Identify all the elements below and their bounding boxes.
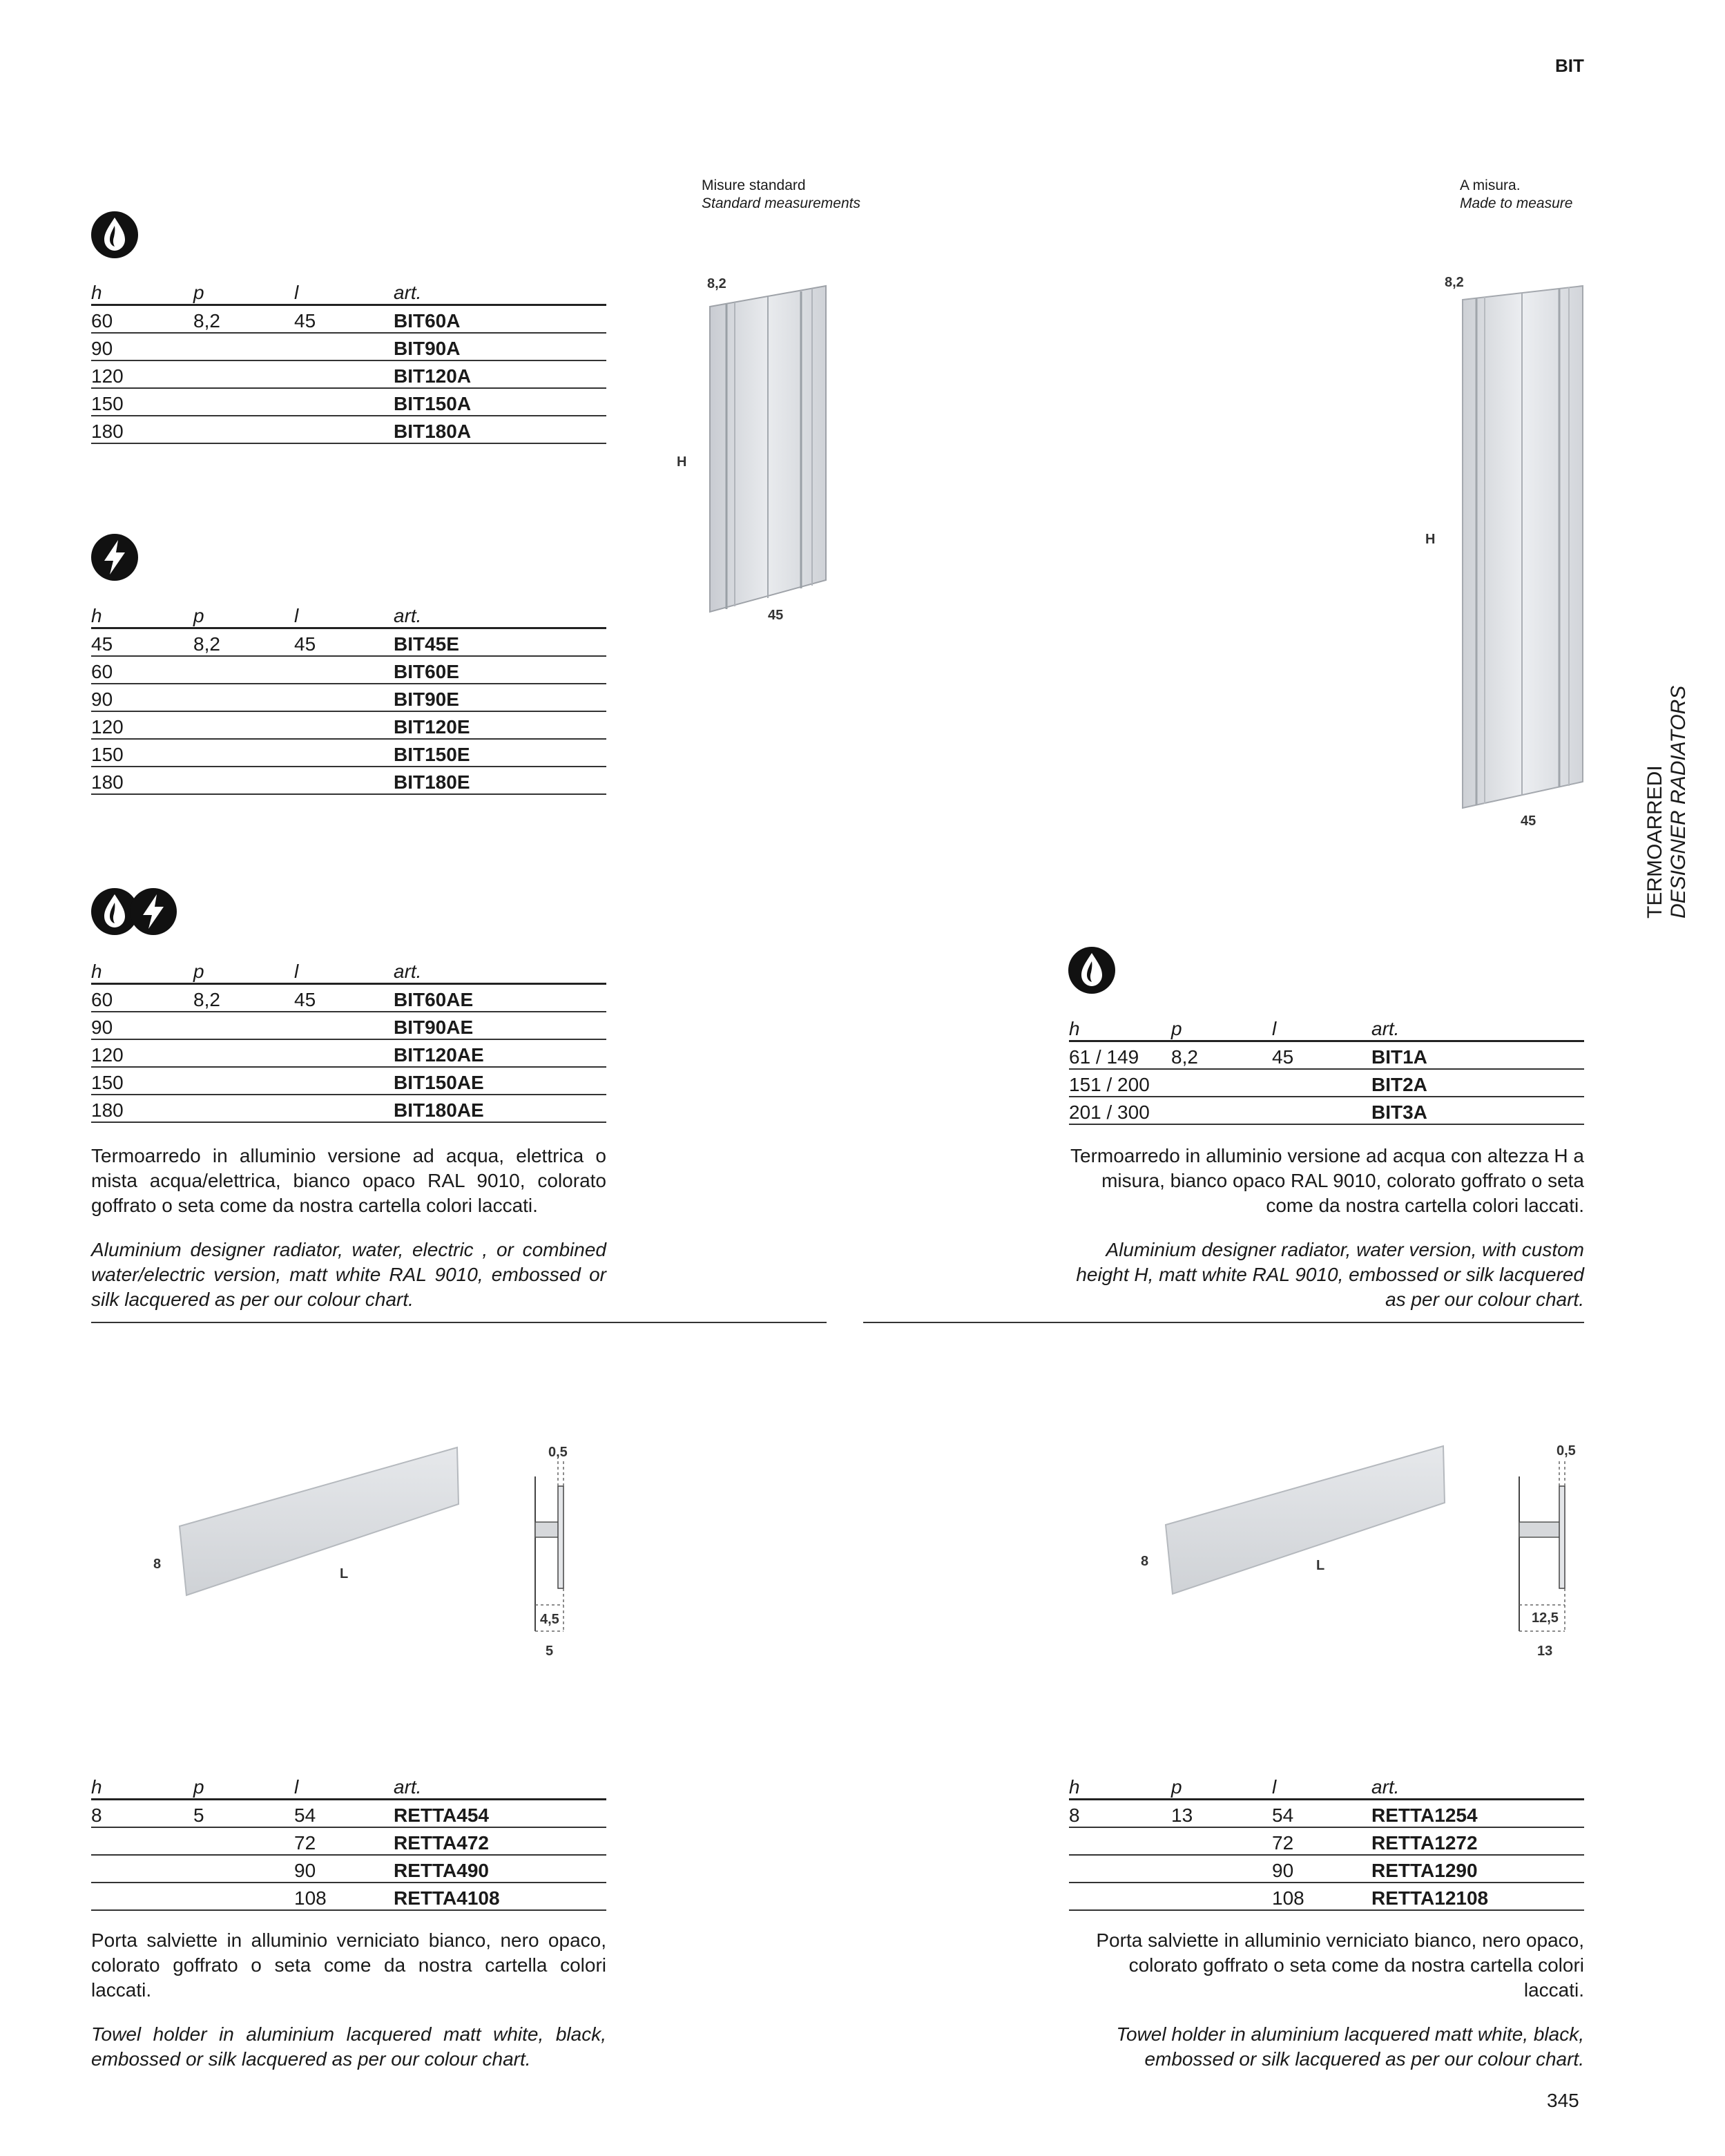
desc-towel-right-it: Porta salviette in alluminio verniciato bianco, nero opaco, colorato goffrato o seta come da nostra cartella colori laccati. (1096, 1929, 1584, 2001)
page-number: 345 (1547, 2090, 1579, 2111)
table-row: 90 BIT90A (91, 333, 606, 360)
dim-width: 45 (1521, 814, 1536, 829)
table-row: 180 BIT180A (91, 416, 606, 443)
table-row: 150 BIT150E (91, 739, 606, 767)
table-electric (91, 601, 606, 795)
col-p: p (1171, 1014, 1272, 1041)
section-divider (91, 1322, 827, 1323)
dim-depth: 8,2 (707, 276, 726, 291)
col-art: art. (394, 601, 606, 628)
table-water (91, 278, 606, 444)
table-row: 72 RETTA472 (91, 1827, 606, 1855)
table-row: 60 BIT60E (91, 656, 606, 684)
radiator-custom-illustration (1450, 276, 1595, 815)
caption-standard-it: Misure standard (702, 177, 806, 193)
table-custom (1069, 1014, 1584, 1125)
table-row: 120 BIT120AE (91, 1039, 606, 1067)
caption-custom (1460, 177, 1572, 213)
col-l: l (294, 1772, 394, 1800)
dim-thickness: 0,5 (548, 1445, 568, 1460)
col-p: p (1171, 1772, 1272, 1800)
dim-depth-inner: 12,5 (1532, 1610, 1559, 1626)
dim-width: 45 (768, 608, 784, 623)
col-p: p (193, 1772, 294, 1800)
col-l: l (1272, 1014, 1371, 1041)
desc-towel-right-en: Towel holder in aluminium lacquered matt white, black, embossed or silk lacquered as per our colour chart. (1116, 2023, 1584, 2070)
col-h: h (91, 1772, 193, 1800)
water-drop-icon (1068, 946, 1116, 994)
table-row: 60 8,2 45 BIT60A (91, 305, 606, 334)
table-row: 201 / 300 BIT3A (1069, 1097, 1584, 1124)
table-row: 60 8,2 45 BIT60AE (91, 984, 606, 1012)
col-art: art. (394, 1772, 606, 1800)
col-h: h (1069, 1014, 1171, 1041)
desc-towel-left-en: Towel holder in aluminium lacquered matt white, black, embossed or silk lacquered as per our colour chart. (91, 2023, 606, 2070)
col-h: h (1069, 1772, 1171, 1800)
dim-height: 8 (1141, 1554, 1149, 1569)
dim-height: 8 (153, 1557, 162, 1572)
lightning-icon (129, 887, 177, 936)
table-row: 180 BIT180AE (91, 1095, 606, 1122)
dim-thickness: 0,5 (1557, 1443, 1576, 1459)
col-p: p (193, 601, 294, 628)
table-row: 8 13 54 RETTA1254 (1069, 1800, 1584, 1828)
col-l: l (1272, 1772, 1371, 1800)
side-label-en: DESIGNER RADIATORS (1667, 685, 1690, 918)
table-towel-left (91, 1772, 606, 1911)
col-art: art. (394, 278, 606, 305)
dim-depth-inner: 4,5 (540, 1612, 559, 1627)
col-art: art. (1371, 1014, 1584, 1041)
table-row: 151 / 200 BIT2A (1069, 1069, 1584, 1097)
col-l: l (294, 278, 394, 305)
table-row: 180 BIT180E (91, 767, 606, 794)
side-label (1644, 686, 1690, 918)
section-divider (863, 1322, 1584, 1323)
towel-holder-left-illustration (173, 1442, 463, 1602)
caption-standard (702, 177, 860, 213)
dim-length: L (340, 1566, 349, 1581)
col-l: l (294, 956, 394, 984)
desc-mixed-en: Aluminium designer radiator, water, electric , or combined water/electric version, matt white RAL 9010, embossed or silk lacquered as per our colour chart. (91, 1239, 606, 1310)
col-h: h (91, 278, 193, 305)
table-row: 150 BIT150A (91, 388, 606, 416)
col-l: l (294, 601, 394, 628)
dim-depth: 8,2 (1445, 275, 1464, 290)
col-h: h (91, 956, 193, 984)
dim-height: H (1425, 532, 1436, 547)
caption-standard-en: Standard measurements (702, 195, 860, 211)
radiator-standard-illustration (691, 276, 836, 628)
table-mixed (91, 956, 606, 1123)
col-art: art. (394, 956, 606, 984)
dim-height: H (677, 454, 687, 470)
side-label-it: TERMOARREDI (1644, 765, 1666, 918)
table-towel-right (1069, 1772, 1584, 1911)
caption-custom-en: Made to measure (1460, 195, 1573, 211)
desc-custom-en: Aluminium designer radiator, water version, with custom height H, matt white RAL 9010, embossed or silk lacquered as per our colour chart. (1076, 1239, 1584, 1310)
col-p: p (193, 956, 294, 984)
desc-towel-left-it: Porta salviette in alluminio verniciato bianco, nero opaco, colorato goffrato o seta come da nostra cartella colori laccati. (91, 1929, 606, 2001)
desc-mixed-it: Termoarredo in alluminio versione ad acqua, elettrica o mista acqua/elettrica, bianco opaco RAL 9010, colorato goffrato o seta come da nostra cartella colori laccati. (91, 1145, 606, 1216)
table-row: 90 RETTA1290 (1069, 1855, 1584, 1883)
table-row: 108 RETTA12108 (1069, 1883, 1584, 1910)
table-row: 108 RETTA4108 (91, 1883, 606, 1910)
table-row: 90 BIT90E (91, 684, 606, 711)
table-row: 90 BIT90AE (91, 1012, 606, 1039)
dim-length: L (1316, 1558, 1325, 1573)
table-row: 150 BIT150AE (91, 1067, 606, 1095)
table-row: 120 BIT120A (91, 360, 606, 388)
table-row: 45 8,2 45 BIT45E (91, 628, 606, 657)
col-h: h (91, 601, 193, 628)
desc-custom-it: Termoarredo in alluminio versione ad acqua con altezza H a misura, bianco opaco RAL 9010, colorato goffrato o seta come da nostra cartella colori laccati. (1070, 1145, 1584, 1216)
table-row: 61 / 149 8,2 45 BIT1A (1069, 1041, 1584, 1070)
dim-depth-outer: 13 (1537, 1644, 1553, 1659)
dim-depth-outer: 5 (546, 1644, 554, 1659)
col-p: p (193, 278, 294, 305)
water-electric-icon (90, 887, 180, 936)
caption-custom-it: A misura. (1460, 177, 1521, 193)
table-row: 120 BIT120E (91, 711, 606, 739)
lightning-icon (90, 533, 139, 581)
col-art: art. (1371, 1772, 1584, 1800)
table-row: 8 5 54 RETTA454 (91, 1800, 606, 1828)
towel-holder-right-illustration (1159, 1441, 1449, 1601)
table-row: 72 RETTA1272 (1069, 1827, 1584, 1855)
water-drop-icon (90, 211, 139, 259)
brand-header: BIT (1555, 55, 1584, 76)
table-row: 90 RETTA490 (91, 1855, 606, 1883)
